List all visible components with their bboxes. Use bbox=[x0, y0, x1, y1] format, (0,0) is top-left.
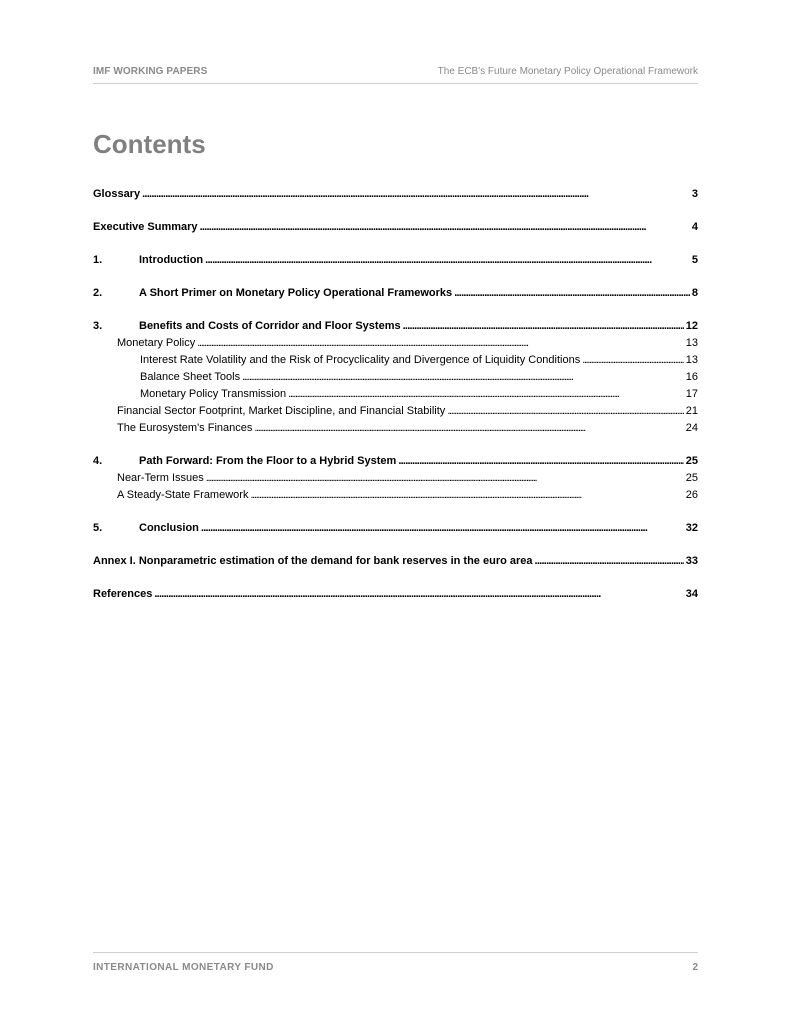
toc-dot-leader bbox=[398, 453, 683, 470]
toc-entry-number: 3. bbox=[93, 320, 103, 332]
toc-entry[interactable] bbox=[93, 386, 698, 403]
toc-entry-page: 25 bbox=[685, 472, 698, 484]
toc-entry-label: Interest Rate Volatility and the Risk of Procyclicality and Divergence of Liquidity Conditions bbox=[140, 354, 581, 366]
toc-entry[interactable] bbox=[93, 520, 698, 537]
page-number: 2 bbox=[692, 962, 698, 973]
toc-entry-page: 21 bbox=[685, 405, 698, 417]
toc-entry-number: 4. bbox=[93, 455, 103, 467]
toc-entry[interactable] bbox=[93, 453, 698, 470]
toc-entry-page: 33 bbox=[685, 555, 698, 567]
toc-entry-page: 24 bbox=[685, 422, 698, 434]
toc-dot-leader bbox=[142, 186, 690, 203]
toc-entry[interactable] bbox=[93, 219, 698, 236]
toc-entry[interactable] bbox=[93, 352, 698, 369]
toc-entry-label: Financial Sector Footprint, Market Discipline, and Financial Stability bbox=[117, 405, 446, 417]
contents-heading: Contents bbox=[93, 129, 206, 159]
toc-entry-label: Monetary Policy bbox=[117, 337, 196, 349]
series-name: IMF WORKING PAPERS bbox=[93, 66, 208, 77]
toc-entry[interactable] bbox=[93, 586, 698, 603]
table-of-contents bbox=[93, 186, 698, 603]
toc-entry-page: 32 bbox=[685, 522, 698, 534]
toc-entry[interactable] bbox=[93, 403, 698, 420]
toc-dot-leader bbox=[250, 487, 683, 504]
toc-dot-leader bbox=[205, 252, 690, 269]
toc-entry[interactable] bbox=[93, 487, 698, 504]
toc-entry-label: Balance Sheet Tools bbox=[140, 371, 241, 383]
toc-entry-label: Conclusion bbox=[139, 522, 199, 534]
toc-entry-page: 4 bbox=[691, 221, 698, 233]
toc-entry-label: Annex I. Nonparametric estimation of the demand for bank reserves in the euro area bbox=[93, 555, 533, 567]
toc-dot-leader bbox=[197, 335, 683, 352]
toc-entry-page: 17 bbox=[685, 388, 698, 400]
toc-entry-number: 5. bbox=[93, 522, 103, 534]
toc-entry[interactable] bbox=[93, 318, 698, 335]
toc-dot-leader bbox=[582, 352, 684, 369]
toc-entry-page: 12 bbox=[685, 320, 698, 332]
toc-entry-page: 5 bbox=[691, 254, 698, 266]
footer-organization: INTERNATIONAL MONETARY FUND bbox=[93, 962, 274, 973]
toc-dot-leader bbox=[454, 285, 690, 302]
toc-entry[interactable] bbox=[93, 186, 698, 203]
toc-entry-page: 8 bbox=[691, 287, 698, 299]
toc-entry-label: Executive Summary bbox=[93, 221, 198, 233]
page-footer bbox=[93, 952, 698, 977]
toc-dot-leader bbox=[200, 219, 690, 236]
toc-dot-leader bbox=[206, 470, 684, 487]
toc-entry-page: 13 bbox=[685, 354, 698, 366]
toc-dot-leader bbox=[154, 586, 683, 603]
toc-entry-page: 34 bbox=[685, 588, 698, 600]
toc-entry-page: 16 bbox=[685, 371, 698, 383]
toc-entry-number: 1. bbox=[93, 254, 103, 266]
toc-entry-page: 25 bbox=[685, 455, 698, 467]
toc-entry[interactable] bbox=[93, 420, 698, 437]
toc-entry-label: Monetary Policy Transmission bbox=[140, 388, 287, 400]
toc-entry[interactable] bbox=[93, 335, 698, 352]
toc-entry[interactable] bbox=[93, 369, 698, 386]
toc-entry-label: Glossary bbox=[93, 188, 141, 200]
toc-dot-leader bbox=[447, 403, 683, 420]
toc-entry-label: Near-Term Issues bbox=[117, 472, 204, 484]
paper-title: The ECB's Future Monetary Policy Operational Framework bbox=[437, 66, 698, 77]
toc-entry-label: Path Forward: From the Floor to a Hybrid System bbox=[139, 455, 397, 467]
toc-entry-label: References bbox=[93, 588, 153, 600]
toc-entry-label: The Eurosystem's Finances bbox=[117, 422, 253, 434]
toc-dot-leader bbox=[242, 369, 684, 386]
toc-entry-label: Benefits and Costs of Corridor and Floor Systems bbox=[139, 320, 401, 332]
toc-entry[interactable] bbox=[93, 470, 698, 487]
toc-entry[interactable] bbox=[93, 553, 698, 570]
toc-entry-page: 13 bbox=[685, 337, 698, 349]
toc-entry-label: A Steady-State Framework bbox=[117, 489, 249, 501]
toc-entry-page: 3 bbox=[691, 188, 698, 200]
toc-dot-leader bbox=[288, 386, 684, 403]
toc-dot-leader bbox=[201, 520, 684, 537]
toc-entry-label: Introduction bbox=[139, 254, 204, 266]
toc-entry[interactable] bbox=[93, 285, 698, 302]
toc-entry-label: A Short Primer on Monetary Policy Operational Frameworks bbox=[139, 287, 453, 299]
toc-entry[interactable] bbox=[93, 252, 698, 269]
toc-dot-leader bbox=[403, 318, 684, 335]
toc-entry-page: 26 bbox=[685, 489, 698, 501]
running-header bbox=[93, 66, 698, 84]
toc-entry-number: 2. bbox=[93, 287, 103, 299]
toc-dot-leader bbox=[535, 553, 684, 570]
toc-dot-leader bbox=[254, 420, 683, 437]
